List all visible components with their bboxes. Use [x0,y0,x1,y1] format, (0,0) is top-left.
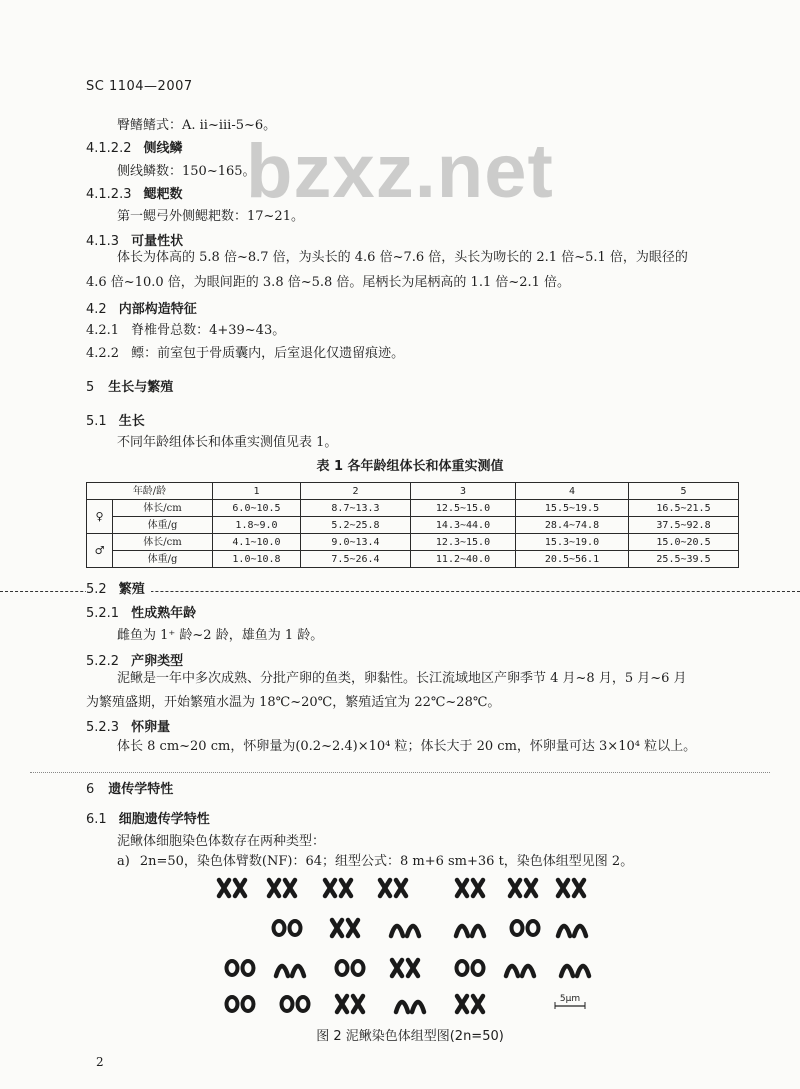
chromosome [235,880,245,896]
chromosome [473,996,483,1012]
sex-symbol: ♀ [87,500,113,534]
clause-4-2-2 [86,346,404,362]
table-cell: 14.3~44.0 [411,517,516,534]
clause-text: 鳔：前室包于骨质囊内，后室退化仅遗留痕迹。 [131,346,405,361]
section-number: 4.2 [86,302,107,317]
measurable-traits-line-1: 体长为体高的 5.8 倍~8.7 倍，为头长的 4.6 倍~7.6 倍，头长为吻长的 2.1 倍~5.1 倍，为眼径的 [117,250,688,265]
chromosome [396,1002,408,1012]
table-cell: 20.5~56.1 [516,551,629,568]
heading-6 [86,782,173,798]
chromosome [292,966,304,976]
growth-text: 不同年龄组体长和体重实测值见表 1。 [117,435,338,450]
chromosome [269,880,279,896]
section-title: 可量性状 [131,234,184,249]
list-item-a [117,854,633,870]
chromosome [392,960,402,976]
table-header-row [87,483,739,500]
chromosome [227,961,238,975]
scan-artifact-line [30,772,770,773]
chromosome [325,880,335,896]
section-title: 怀卵量 [131,720,171,735]
chromosome [380,880,390,896]
page-number: 2 [96,1055,104,1069]
karyotype-figure [200,875,620,1020]
table-row [87,534,739,551]
chromosome [457,961,468,975]
chromosome [391,926,403,936]
fecundity-text: 体长 8 cm~20 cm，怀卵量为(0.2~2.4)×10⁴ 粒；体长大于 20 cm，怀卵量可达 3×10⁴ 粒以上。 [117,739,697,754]
list-text: 2n=50，染色体臂数(NF)：64；组型公式：8 m+6 sm+36 t，染色体组型见图 2。 [139,854,634,869]
section-number: 5.1 [86,414,107,429]
section-title: 遗传学特性 [108,782,174,797]
table-cell: 6.0~10.5 [213,500,301,517]
row-label: 体长/cm [113,534,213,551]
chromosome [412,1002,424,1012]
table-cell: 1.0~10.8 [213,551,301,568]
chromosome [227,997,238,1011]
table-cell: 15.5~19.5 [516,500,629,517]
table-cell: 5.2~25.8 [301,517,411,534]
heading-4-2 [86,302,197,318]
row-label: 体重/g [113,551,213,568]
spawning-type-line-1: 泥鳅是一年中多次成熟、分批产卵的鱼类，卵黏性。长江流域地区产卵季节 4 月~8 月，5 月~6 月 [117,671,687,686]
chromosome [558,926,570,936]
chromosome [285,880,295,896]
table-header-age: 4 [516,483,629,500]
anal-fin-formula: 臀鳍鳍式：A. ii~iii-5~6。 [117,118,277,133]
spawning-type-line-2: 为繁殖盛期，开始繁殖水温为 18℃~20℃，繁殖适宜为 22℃~28℃。 [86,695,501,710]
age-growth-table [86,482,739,568]
table-header-age: 5 [629,483,739,500]
clause-4-2-1 [86,323,285,339]
section-title: 繁殖 [118,582,145,597]
chromosome [558,880,568,896]
section-title: 产卵类型 [131,654,184,669]
section-title: 鳃耙数 [143,187,183,202]
list-marker: a) [117,854,130,869]
heading-4-1-2-2 [86,141,183,157]
table-cell: 11.2~40.0 [411,551,516,568]
table-cell: 9.0~13.4 [301,534,411,551]
heading-4-1-3 [86,234,183,250]
section-title: 内部构造特征 [118,302,197,317]
table-header-label: 年龄/龄 [87,483,213,500]
section-number: 6.1 [86,812,107,827]
section-title: 生长 [118,414,145,429]
chromosome [473,961,484,975]
watermark: bzxz.net [246,129,554,214]
chromosome [457,996,467,1012]
section-number: 4.1.2.2 [86,141,132,156]
chromosome [332,920,342,936]
standard-code: SC 1104—2007 [86,79,193,94]
chromosome [276,966,288,976]
table-cell: 8.7~13.3 [301,500,411,517]
heading-6-1 [86,812,210,828]
chromosome [407,926,419,936]
section-number: 5 [86,380,95,395]
heading-5-2-1 [86,606,196,622]
table-cell: 1.8~9.0 [213,517,301,534]
table-cell: 16.5~21.5 [629,500,739,517]
section-number: 6 [86,782,95,797]
table-cell: 37.5~92.8 [629,517,739,534]
chromosome [528,921,539,935]
section-number: 5.2.1 [86,606,120,621]
chromosome [522,966,534,976]
lateral-line-text: 侧线鳞数：150~165。 [117,164,256,179]
chromosome [561,966,573,976]
table-cell: 15.0~20.5 [629,534,739,551]
section-title: 性成熟年龄 [131,606,197,621]
section-title: 侧线鳞 [143,141,183,156]
chromosome [219,880,229,896]
section-number: 5.2.2 [86,654,120,669]
heading-4-1-2-3 [86,187,183,203]
table-header-age: 3 [411,483,516,500]
heading-5-1 [86,414,145,430]
chromosome [282,997,293,1011]
section-number: 5.2.3 [86,720,120,735]
table-cell: 15.3~19.0 [516,534,629,551]
table-row [87,500,739,517]
table-cell: 28.4~74.8 [516,517,629,534]
heading-5-2-2 [86,654,183,670]
table-row [87,551,739,568]
chromosome [243,961,254,975]
chromosome [577,966,589,976]
table-row [87,517,739,534]
table-caption: 表 1 各年龄组体长和体重实测值 [316,459,504,474]
section-number: 4.1.2.3 [86,187,132,202]
chromosome [456,926,468,936]
scale-bar-label: 5μm [559,994,581,1004]
chromosome [290,921,301,935]
chromosome [353,961,364,975]
chromosome [526,880,536,896]
chromosome [274,921,285,935]
chromosome [510,880,520,896]
chromosome [408,960,418,976]
chromosome [243,997,254,1011]
chromosome [457,880,467,896]
chromosome [298,997,309,1011]
gill-raker-text: 第一鳃弓外侧鳃耙数：17~21。 [117,209,304,224]
chromosome-intro-text: 泥鳅体细胞染色体数存在两种类型： [117,834,326,849]
maturity-age-text: 雌鱼为 1⁺ 龄~2 龄，雄鱼为 1 龄。 [117,628,324,643]
heading-5 [86,380,173,396]
table-cell: 12.5~15.0 [411,500,516,517]
chromosome [337,961,348,975]
section-number: 5.2 [86,582,107,597]
clause-number: 4.2.1 [86,323,120,338]
chromosome [506,966,518,976]
chromosome [574,880,584,896]
table-cell: 25.5~39.5 [629,551,739,568]
clause-text: 脊椎骨总数：4+39~43。 [131,323,286,338]
chromosome [574,926,586,936]
heading-5-2 [86,582,151,598]
clause-number: 4.2.2 [86,346,120,361]
chromosome [337,996,347,1012]
row-label: 体重/g [113,517,213,534]
chromosome [512,921,523,935]
section-title: 生长与繁殖 [108,380,174,395]
chromosome [348,920,358,936]
chromosome [341,880,351,896]
table-cell: 7.5~26.4 [301,551,411,568]
section-title: 细胞遗传学特性 [118,812,210,827]
chromosome [353,996,363,1012]
figure-caption: 图 2 泥鳅染色体组型图(2n=50) [316,1029,504,1044]
table-cell: 12.3~15.0 [411,534,516,551]
sex-symbol: ♂ [87,534,113,568]
heading-5-2-3 [86,720,170,736]
row-label: 体长/cm [113,500,213,517]
table-cell: 4.1~10.0 [213,534,301,551]
section-number: 4.1.3 [86,234,120,249]
measurable-traits-line-2: 4.6 倍~10.0 倍，为眼间距的 3.8 倍~5.8 倍。尾柄长为尾柄高的 1.1 倍~2.1 倍。 [86,275,571,290]
table-header-age: 2 [301,483,411,500]
table-header-age: 1 [213,483,301,500]
chromosome [473,880,483,896]
chromosome [472,926,484,936]
chromosome [396,880,406,896]
